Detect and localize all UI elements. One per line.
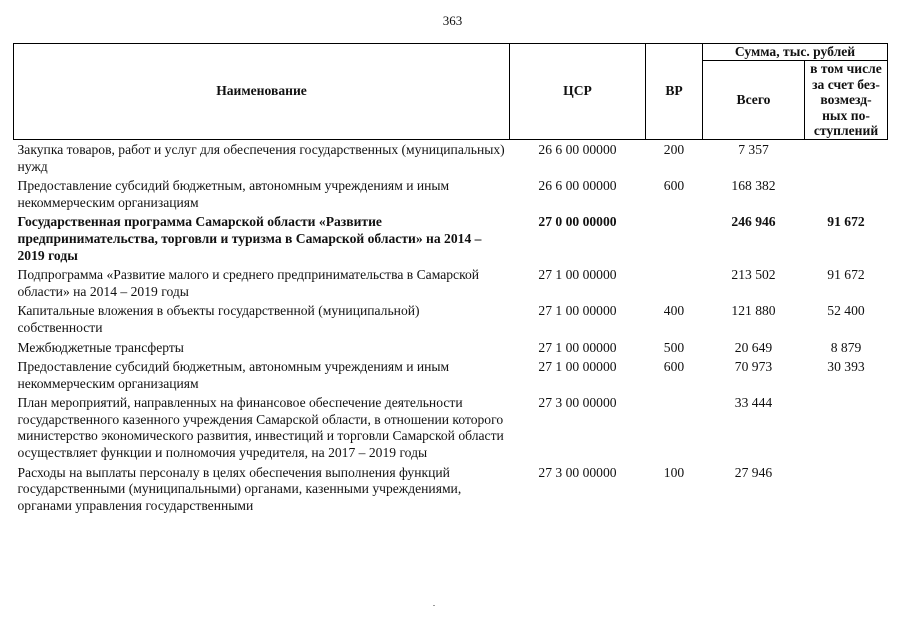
- row-name: Закупка товаров, работ и услуг для обеспечения государственных (муниципальных) нужд: [17, 141, 505, 174]
- row-vr: [646, 395, 703, 464]
- row-total: 7 357: [738, 141, 769, 157]
- row-vr: [646, 214, 703, 267]
- row-csr: 27 0 00 00000: [538, 214, 617, 230]
- row-name: План мероприятий, направленных на финансовое обеспечение деятельности государственного казенного учреждения Самарской области, в отношении которого министерство экономического развития, инвестиций и торговли Самарской области осуществляет функции и полномочия учредителя, на 2017 – 2019 годы: [17, 395, 504, 461]
- row-total: 213 502: [731, 267, 776, 283]
- row-name: Предоставление субсидий бюджетным, автономным учреждениям и иным некоммерческим организациям: [17, 359, 450, 391]
- row-name: Государственная программа Самарской области «Развитие предпринимательства, торговли и туризма в Самарской области» на 2014 – 2019 годы: [17, 214, 482, 263]
- header-sum-group: Сумма, тыс. рублей: [703, 44, 888, 61]
- row-vr: 600: [663, 178, 685, 194]
- row-name: Капитальные вложения в объекты государственной (муниципальной) собственности: [17, 303, 420, 335]
- table-row: [14, 359, 888, 395]
- table-row: [14, 139, 888, 178]
- header-name: Наименование: [14, 44, 510, 140]
- table-header: [14, 44, 888, 140]
- header-free-line: ступлений: [813, 123, 879, 139]
- row-csr: 26 6 00 00000: [538, 141, 617, 157]
- row-free: 91 672: [827, 267, 865, 283]
- row-csr: 27 1 00 00000: [538, 359, 617, 375]
- row-free: [805, 178, 888, 214]
- row-free: 91 672: [827, 214, 865, 230]
- row-csr: 27 1 00 00000: [538, 267, 617, 283]
- header-vr: ВР: [646, 44, 703, 140]
- header-free-line: в том числе: [810, 61, 882, 76]
- row-csr: 27 1 00 00000: [538, 339, 617, 355]
- page-number: 363: [442, 13, 463, 28]
- row-total: 121 880: [731, 303, 776, 319]
- scan-speck: [433, 605, 435, 606]
- header-csr: ЦСР: [510, 44, 646, 140]
- table-row: [14, 465, 888, 518]
- row-free: 30 393: [827, 359, 865, 375]
- row-name: Межбюджетные трансферты: [17, 339, 184, 355]
- table-body: [14, 139, 888, 517]
- table-row: [14, 395, 888, 464]
- row-csr: 27 3 00 00000: [538, 395, 617, 411]
- row-free: [805, 139, 888, 178]
- header-free: [805, 61, 888, 140]
- header-free-line: за счет без-: [812, 76, 880, 92]
- header-free-line: возмезд-: [820, 92, 872, 108]
- row-free: [805, 465, 888, 518]
- header-total: Всего: [703, 61, 805, 140]
- row-total: 168 382: [731, 178, 776, 194]
- row-total: 246 946: [731, 214, 776, 230]
- row-name: Предоставление субсидий бюджетным, автономным учреждениям и иным некоммерческим организациям: [17, 178, 450, 210]
- row-csr: 26 6 00 00000: [538, 178, 617, 194]
- row-csr: 27 1 00 00000: [538, 303, 617, 319]
- table-row: [14, 340, 888, 360]
- row-free: 8 879: [830, 339, 862, 355]
- row-vr: 600: [663, 359, 685, 375]
- row-total: 20 649: [734, 339, 773, 355]
- table-row: [14, 214, 888, 267]
- budget-table: [13, 43, 888, 517]
- row-total: 33 444: [734, 395, 773, 411]
- table-row: [14, 303, 888, 339]
- row-total: 70 973: [734, 359, 773, 375]
- row-free: [805, 395, 888, 464]
- row-csr: 27 3 00 00000: [538, 464, 617, 480]
- row-vr: 400: [663, 303, 685, 319]
- row-vr: [646, 267, 703, 303]
- row-total: 27 946: [734, 464, 773, 480]
- header-free-line: ных по-: [822, 107, 870, 123]
- row-vr: 500: [663, 339, 685, 355]
- row-free: 52 400: [827, 303, 865, 319]
- table-row: [14, 267, 888, 303]
- row-vr: 200: [663, 141, 685, 157]
- row-name: Расходы на выплаты персоналу в целях обеспечения выполнения функций государственными (муниципальными) органами, казенными учреждениями, органами управления государственными: [17, 464, 462, 513]
- row-vr: 100: [663, 464, 685, 480]
- table-row: [14, 178, 888, 214]
- row-name: Подпрограмма «Развитие малого и среднего предпринимательства в Самарской области» на 2014 – 2019 годы: [17, 267, 480, 299]
